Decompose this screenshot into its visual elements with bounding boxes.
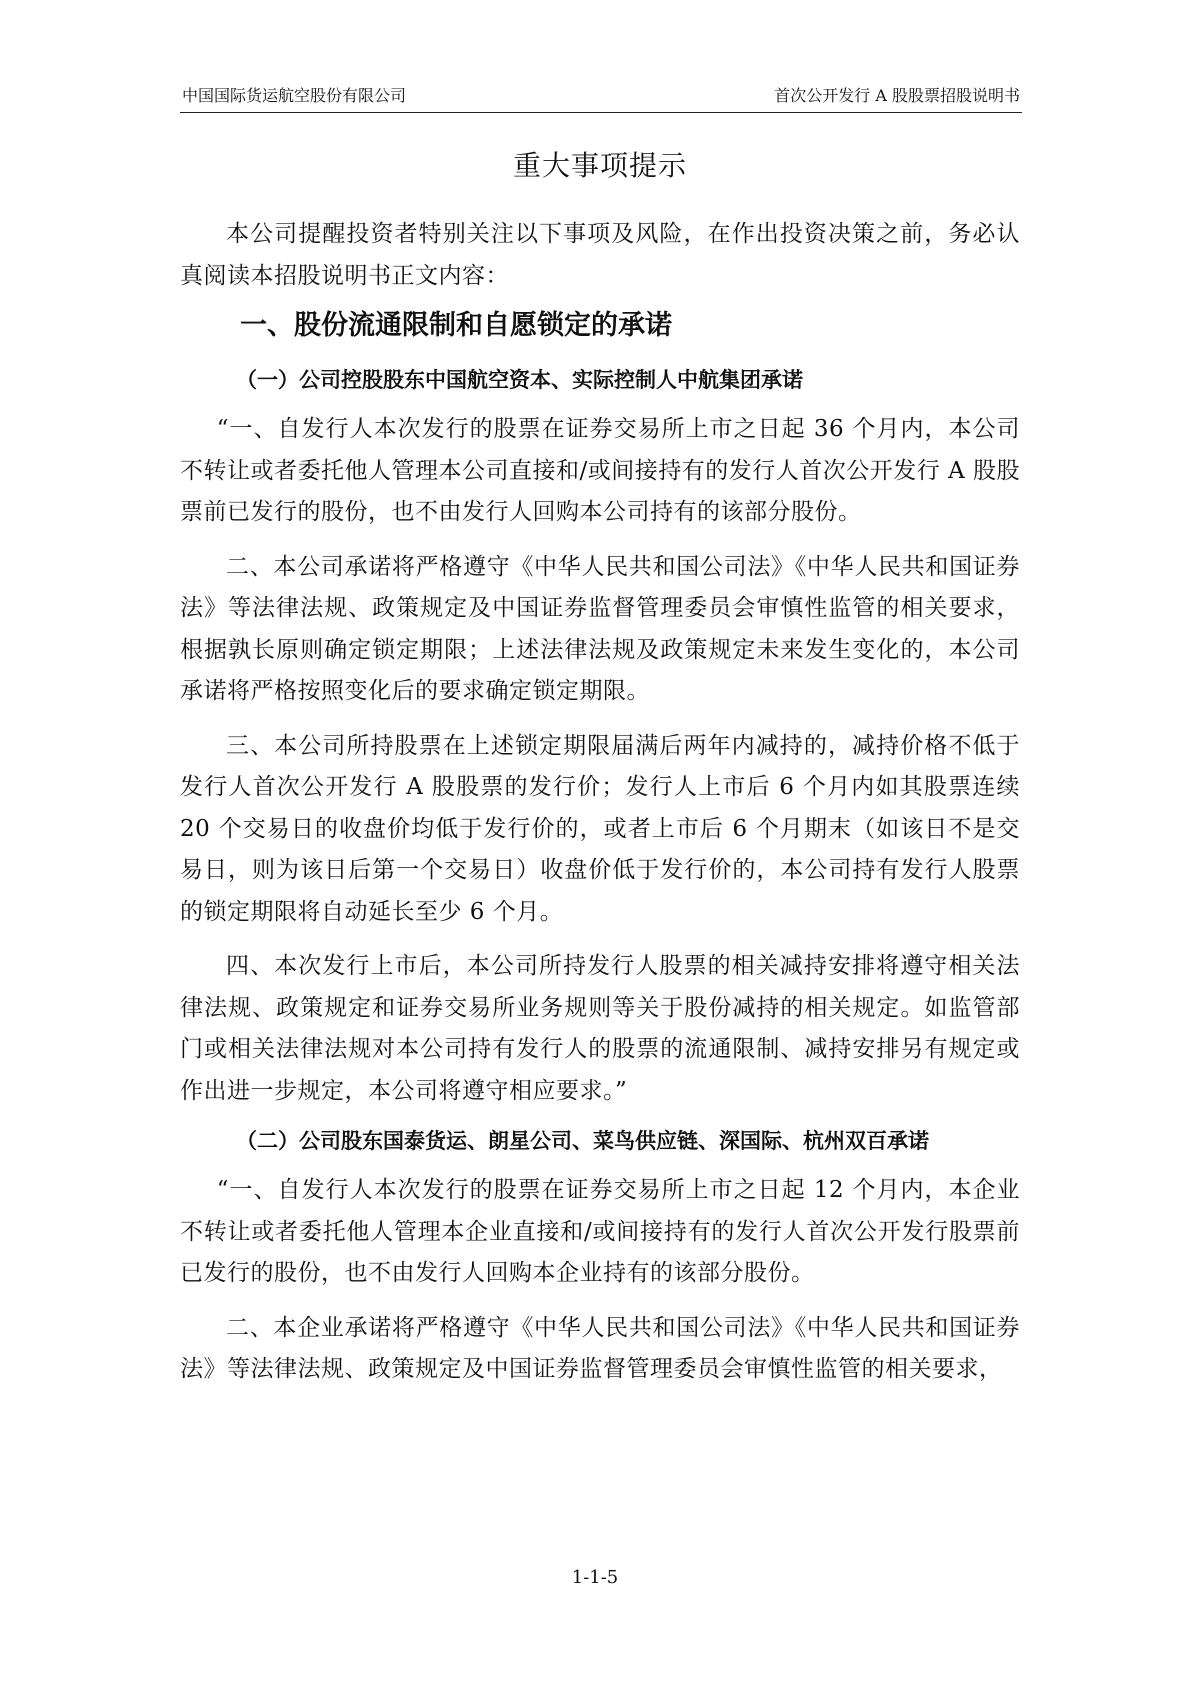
page-header — [180, 82, 1022, 113]
page-title: 重大事项提示 — [512, 149, 687, 182]
paragraph: 三、本公司所持股票在上述锁定期限届满后两年内减持的，减持价格不低于发行人首次公开发行 A 股股票的发行价；发行人上市后 6 个月内如其股票连续 20 个交易日的收盘价均低于发行价的，或者上市后 6 个月期末（如该日不是交易日，则为该日后第一个交易日）收盘价低于发行价的，本公司持有发行人股票的锁定期限将自动延长至少 6 个月。 — [180, 732, 1020, 925]
paragraph: 二、本企业承诺将严格遵守《中华人民共和国公司法》《中华人民共和国证券法》等法律法规、政策规定及中国证券监督管理委员会审慎性监管的相关要求， — [180, 1314, 1020, 1382]
subsection-heading-2: （二）公司股东国泰货运、朗星公司、菜鸟供应链、深国际、杭州双百承诺 — [236, 1129, 929, 1153]
subsection-heading-1: （一）公司控股股东中国航空资本、实际控制人中航集团承诺 — [236, 368, 803, 392]
header-document-title: 首次公开发行 A 股股票招股说明书 — [774, 86, 1020, 105]
header-company-name: 中国国际货运航空股份有限公司 — [182, 86, 407, 105]
intro-paragraph: 本公司提醒投资者特别关注以下事项及风险，在作出投资决策之前，务必认真阅读本招股说明书正文内容： — [180, 221, 1020, 289]
paragraph: “一、自发行人本次发行的股票在证券交易所上市之日起 36 个月内，本公司不转让或者委托他人管理本公司直接和/或间接持有的发行人首次公开发行 A 股股票前已发行的股份，也不由发行人回购本公司持有的该部分股份。 — [180, 416, 1020, 525]
paragraph: 二、本公司承诺将严格遵守《中华人民共和国公司法》《中华人民共和国证券法》等法律法规、政策规定及中国证券监督管理委员会审慎性监管的相关要求，根据孰长原则确定锁定期限；上述法律法规及政策规定未来发生变化的，本公司承诺将严格按照变化后的要求确定锁定期限。 — [180, 553, 1020, 704]
page-number: 1-1-5 — [571, 1567, 619, 1588]
section-heading: 一、股份流通限制和自愿锁定的承诺 — [240, 310, 672, 341]
paragraph: 四、本次发行上市后，本公司所持发行人股票的相关减持安排将遵守相关法律法规、政策规定和证券交易所业务规则等关于股份减持的相关规定。如监管部门或相关法律法规对本公司持有发行人的股票的流通限制、减持安排另有规定或作出进一步规定，本公司将遵守相应要求。” — [180, 953, 1020, 1104]
paragraph: “一、自发行人本次发行的股票在证券交易所上市之日起 12 个月内，本企业不转让或者委托他人管理本企业直接和/或间接持有的发行人首次公开发行股票前已发行的股份，也不由发行人回购本企业持有的该部分股份。 — [180, 1177, 1020, 1286]
document-body — [180, 214, 1020, 1391]
